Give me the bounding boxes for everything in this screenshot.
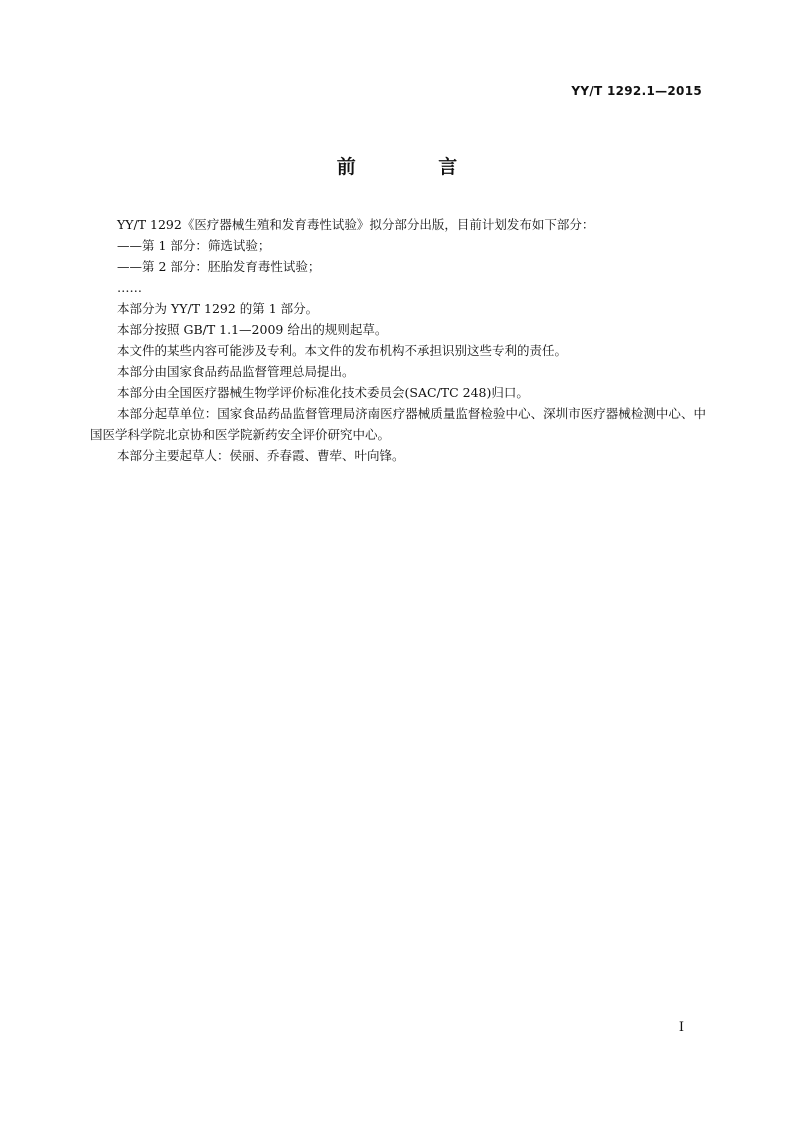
- drafters: 本部分主要起草人：侯丽、乔春霞、曹荦、叶向锋。: [117, 448, 405, 463]
- ellipsis-item: ……: [117, 280, 142, 295]
- part-1-item: ——第 1 部分：筛选试验；: [117, 238, 271, 253]
- page-number: I: [678, 1020, 684, 1035]
- part-2-item: ——第 2 部分：胚胎发育毒性试验；: [117, 259, 321, 274]
- drafting-rules: 本部分按照 GB/T 1.1—2009 给出的规则起草。: [117, 322, 388, 337]
- proposer-statement: 本部分由国家食品药品监督管理总局提出。: [117, 364, 355, 379]
- part-statement: 本部分为 YY/T 1292 的第 1 部分。: [117, 301, 319, 316]
- drafting-units: 本部分起草单位：国家食品药品监督管理局济南医疗器械质量监督检验中心、深圳市医疗器械检测中心、中国医学科学院北京协和医学院新药安全评价研究中心。: [90, 406, 706, 442]
- patent-notice: 本文件的某些内容可能涉及专利。本文件的发布机构不承担识别这些专利的责任。: [117, 343, 568, 358]
- page-title: 前 言: [336, 156, 496, 178]
- foreword-body: [90, 214, 706, 466]
- standard-code: YY/T 1292.1—2015: [571, 84, 702, 98]
- intro-paragraph: YY/T 1292《医疗器械生殖和发育毒性试验》拟分部分出版，目前计划发布如下部分：: [117, 217, 595, 232]
- committee-statement: 本部分由全国医疗器械生物学评价标准化技术委员会(SAC/TC 248)归口。: [117, 385, 529, 400]
